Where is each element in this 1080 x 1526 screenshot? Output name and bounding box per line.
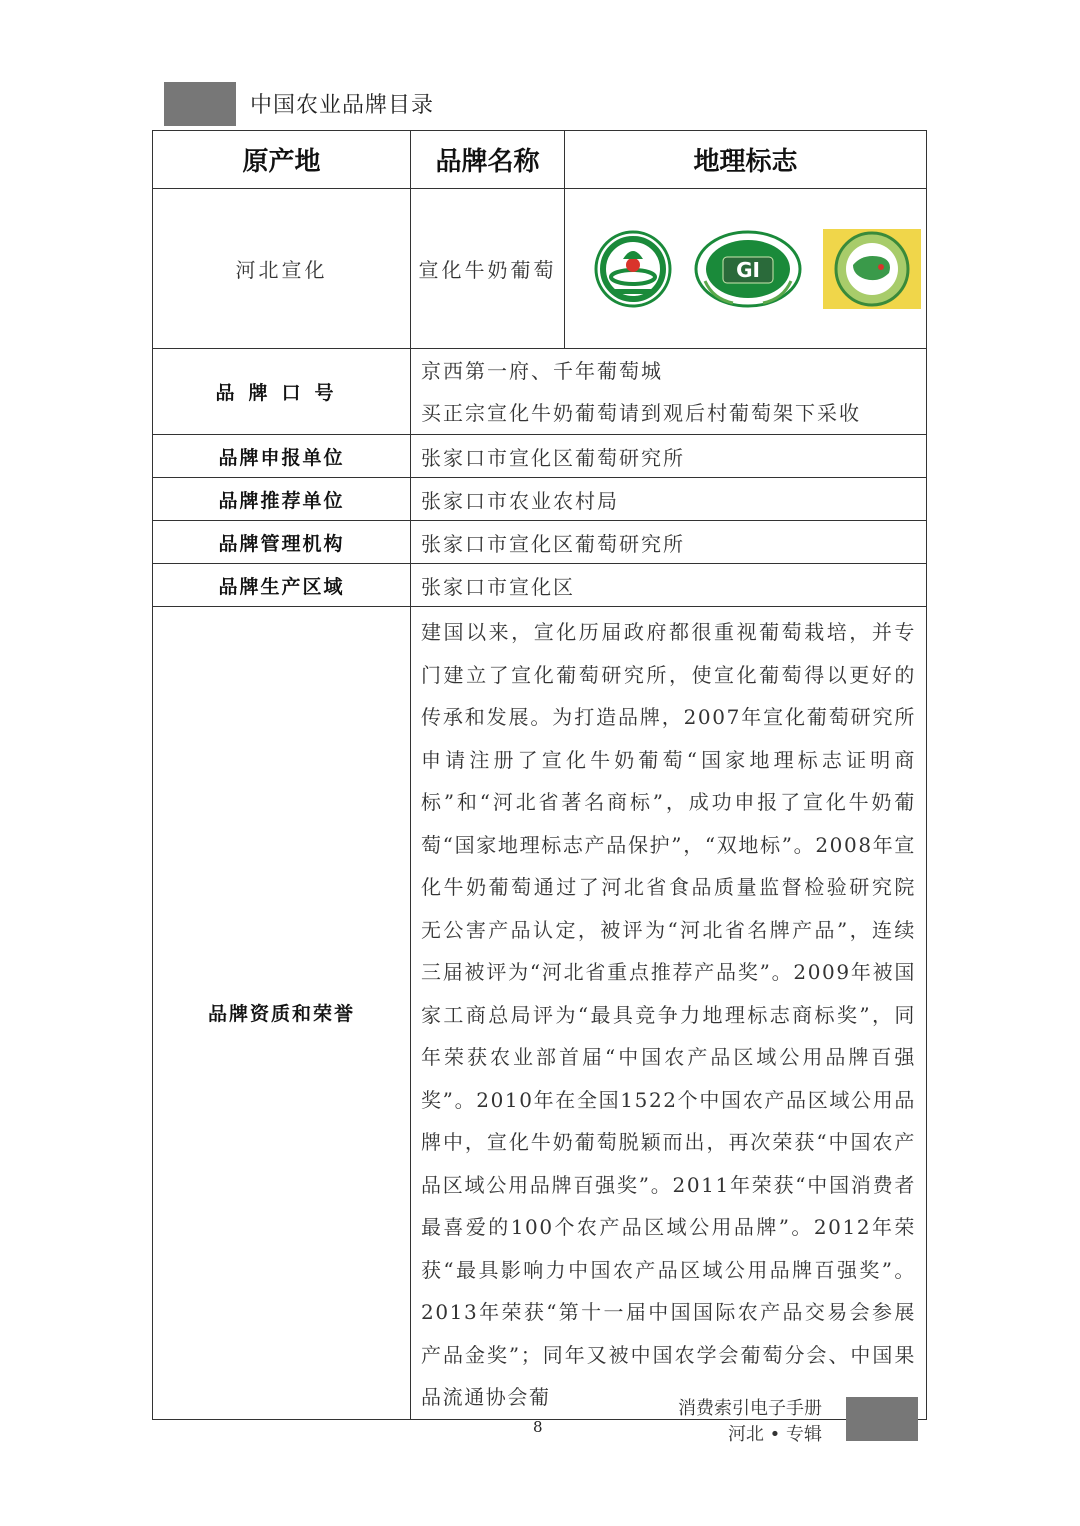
recommender-value: 张家口市农业农村局 (411, 478, 927, 521)
origin-value: 河北宣化 (153, 189, 411, 349)
header-brand-name: 品牌名称 (411, 131, 565, 189)
slogan-line-2: 买正宗宣化牛奶葡萄请到观后村葡萄架下采收 (421, 400, 861, 425)
table-row (153, 189, 927, 349)
manager-value: 张家口市宣化区葡萄研究所 (411, 521, 927, 564)
gi-logo-text: GI (736, 257, 760, 282)
slogan-label: 品牌口号 (153, 349, 411, 435)
footer-line-1: 消费索引电子手册 (678, 1398, 822, 1419)
brand-info-table (152, 130, 927, 1420)
page-header-title: 中国农业品牌目录 (250, 93, 435, 118)
table-row (153, 435, 927, 478)
table-header-row (153, 131, 927, 189)
header-origin: 原产地 (153, 131, 411, 189)
table-row (153, 607, 927, 1420)
china-map-origin-logo-icon (823, 229, 921, 309)
footer-text (678, 1396, 822, 1448)
manager-label: 品牌管理机构 (153, 521, 411, 564)
table-row (153, 564, 927, 607)
production-area-label: 品牌生产区域 (153, 564, 411, 607)
applicant-value: 张家口市宣化区葡萄研究所 (411, 435, 927, 478)
honor-text: 建国以来，宣化历届政府都很重视葡萄栽培，并专门建立了宣化葡萄研究所，使宣化葡萄得以更好的传承和发展。为打造品牌，2007年宣化葡萄研究所申请注册了宣化牛奶葡萄“国家地理标志证明商标”和“河北省著名商标”，成功申报了宣化牛奶葡萄“国家地理标志产品保护”，“双地标”。2008年宣化牛奶葡萄通过了河北省食品质量监督检验研究院无公害产品认定，被评为“河北省名牌产品”，连续三届被评为“河北省重点推荐产品奖”。2009年被国家工商总局评为“最具竞争力地理标志商标奖”，同年荣获农业部首届“中国农产品区域公用品牌百强奖”。2010年在全国1522个中国农产品区域公用品牌中，宣化牛奶葡萄脱颖而出，再次荣获“中国农产品区域公用品牌百强奖”。2011年荣获“中国消费者最喜爱的100个农产品区域公用品牌”。2012年荣获“最具影响力中国农产品区域公用品牌百强奖”。2013年荣获“第十一届中国国际农产品交易会参展产品金奖”；同年又被中国农学会葡萄分会、中国果品流通协会葡 (411, 607, 927, 1420)
honor-label: 品牌资质和荣誉 (153, 607, 411, 1420)
slogan-line-1: 京西第一府、千年葡萄城 (421, 358, 663, 383)
table-row (153, 478, 927, 521)
green-food-logo-icon (593, 229, 673, 309)
table-row (153, 349, 927, 435)
production-area-value: 张家口市宣化区 (411, 564, 927, 607)
header-geo-indication: 地理标志 (565, 131, 927, 189)
header-decor-block (164, 82, 236, 126)
applicant-label: 品牌申报单位 (153, 435, 411, 478)
gi-china-geographical-indication-logo-icon (693, 229, 803, 309)
slogan-value (411, 349, 927, 435)
geo-indication-logos (565, 189, 927, 349)
recommender-label: 品牌推荐单位 (153, 478, 411, 521)
brand-name-value: 宣化牛奶葡萄 (411, 189, 565, 349)
footer-decor-block (846, 1397, 918, 1441)
page-number: 8 (533, 1418, 543, 1436)
footer-line-2: 河北 • 专辑 (727, 1424, 822, 1445)
table-row (153, 521, 927, 564)
